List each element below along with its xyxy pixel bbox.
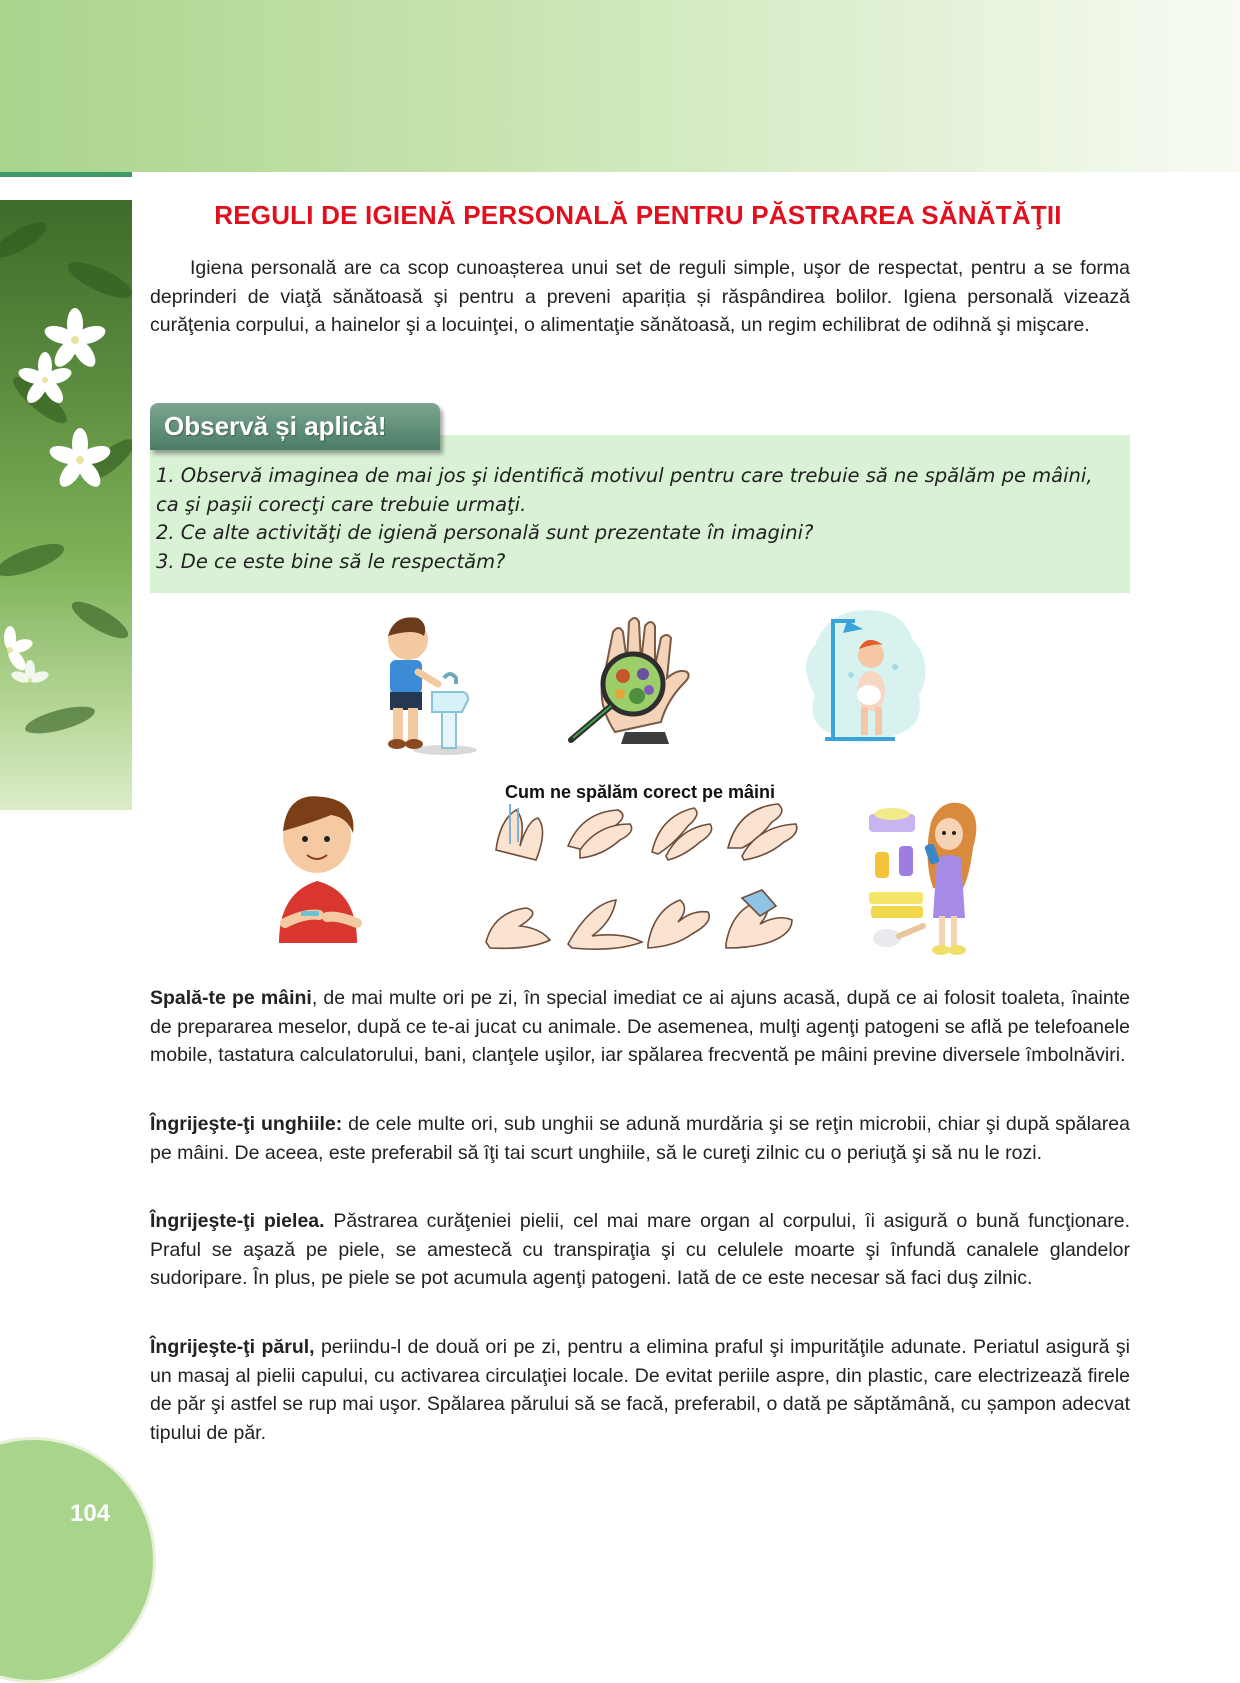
child-showering-illustration <box>795 605 930 745</box>
paragraph-lead: Spală-te pe mâini <box>150 987 312 1009</box>
boy-washing-hands-illustration <box>370 612 480 757</box>
task-tab-label: Observă și aplică! <box>164 411 387 441</box>
nails-paragraph <box>150 1110 1130 1167</box>
side-flower-photo <box>0 200 132 810</box>
task-item: 3. De ce este bine să le respectăm? <box>156 549 506 573</box>
paragraph-text: de cele multe ori, sub unghii se adună murdăria şi se reţin microbii, chiar şi după spălarea pe mâini. De aceea, este preferabil să îţi tai scurt unghiile, să le cureţi zilnic cu o periuţă şi să nu le rozi. <box>150 1113 1130 1164</box>
boy-cutting-nails-illustration <box>265 795 375 945</box>
paragraph-text: , de mai multe ori pe zi, în special imediat ce ai ajuns acasă, după ce ai folosit toaleta, înainte de prepararea meselor, după ce te-ai jucat cu animale. De asemenea, mulţi agenţi patogeni se află pe telefoanele mobile, tastatura calculatorului, bani, clanţele uşilor, iar spălarea frecventă pe mâini previne diversele îmbolnăviri. <box>150 987 1130 1066</box>
germs-on-hand-illustration <box>565 612 715 747</box>
intro-paragraph: Igiena personală are ca scop cunoașterea unui set de reguli simple, uşor de respectat, pentru a se forma deprinderi de viaţă sănătoasă şi pentru a preveni apariția și răspândirea bolilor. Igiena personală vizează curăţenia corpului, a hainelor şi a locuinţei, o alimentaţie sănătoasă, un regim echilibrat de odihnă şi mişcare. <box>150 257 1130 336</box>
task-list <box>156 462 1116 576</box>
paragraph-text: Păstrarea curăţeniei pielii, cel mai mare organ al corpului, îi asigură o bună funcţionare. Praful se aşază pe piele, se amestecă cu transpiraţia şi cu celulele moarte şi înfundă canalele glandelor sudoripare. În plus, pe piele se pot acumula agenţi patogeni. Iată de ce este necesar să faci duş zilnic. <box>150 1210 1130 1289</box>
paragraph-lead: Îngrijeşte-ţi părul, <box>150 1336 315 1358</box>
handwashing-paragraph <box>150 984 1130 1070</box>
hands-caption: Cum ne spălăm corect pe mâini <box>504 782 776 802</box>
top-decorative-band <box>0 0 1240 172</box>
page-title: REGULI DE IGIENĂ PERSONALĂ PENTRU PĂSTRAREA SĂNĂTĂŢII <box>214 200 1062 230</box>
paragraph-text: periindu-l de două ori pe zi, pentru a elimina praful şi impurităţile adunate. Periatul asigură şi un masaj al pielii capului, cu activarea circulaţiei locale. De evitat periile aspre, din plastic, care electrizează firele de păr şi astfel se rup mai uşor. Spălarea părului să se facă, preferabil, o dată pe săptămână, cu șampon adecvat tipului de păr. <box>150 1336 1130 1444</box>
paragraph-lead: Îngrijeşte-ţi unghiile: <box>150 1113 343 1135</box>
paragraph-lead: Îngrijeşte-ţi pielea. <box>150 1210 325 1232</box>
hair-paragraph <box>150 1333 1130 1447</box>
handwashing-steps-illustration <box>478 800 808 960</box>
girl-brushing-hair-illustration <box>865 800 980 960</box>
task-item: 2. Ce alte activităţi de igienă personală sunt prezentate în imagini? <box>156 521 814 544</box>
jasmine-flowers-image <box>0 200 132 810</box>
task-item: 1. Observă imaginea de mai jos şi identifică motivul pentru care trebuie să ne spălăm pe mâini, ca şi paşii corecţi care trebuie urmaţi. <box>156 464 1093 516</box>
page-corner-decoration <box>0 1437 156 1683</box>
page-number: 104 <box>70 1500 111 1527</box>
skin-paragraph <box>150 1207 1130 1293</box>
top-accent-line <box>0 172 132 177</box>
task-tab <box>150 403 440 450</box>
